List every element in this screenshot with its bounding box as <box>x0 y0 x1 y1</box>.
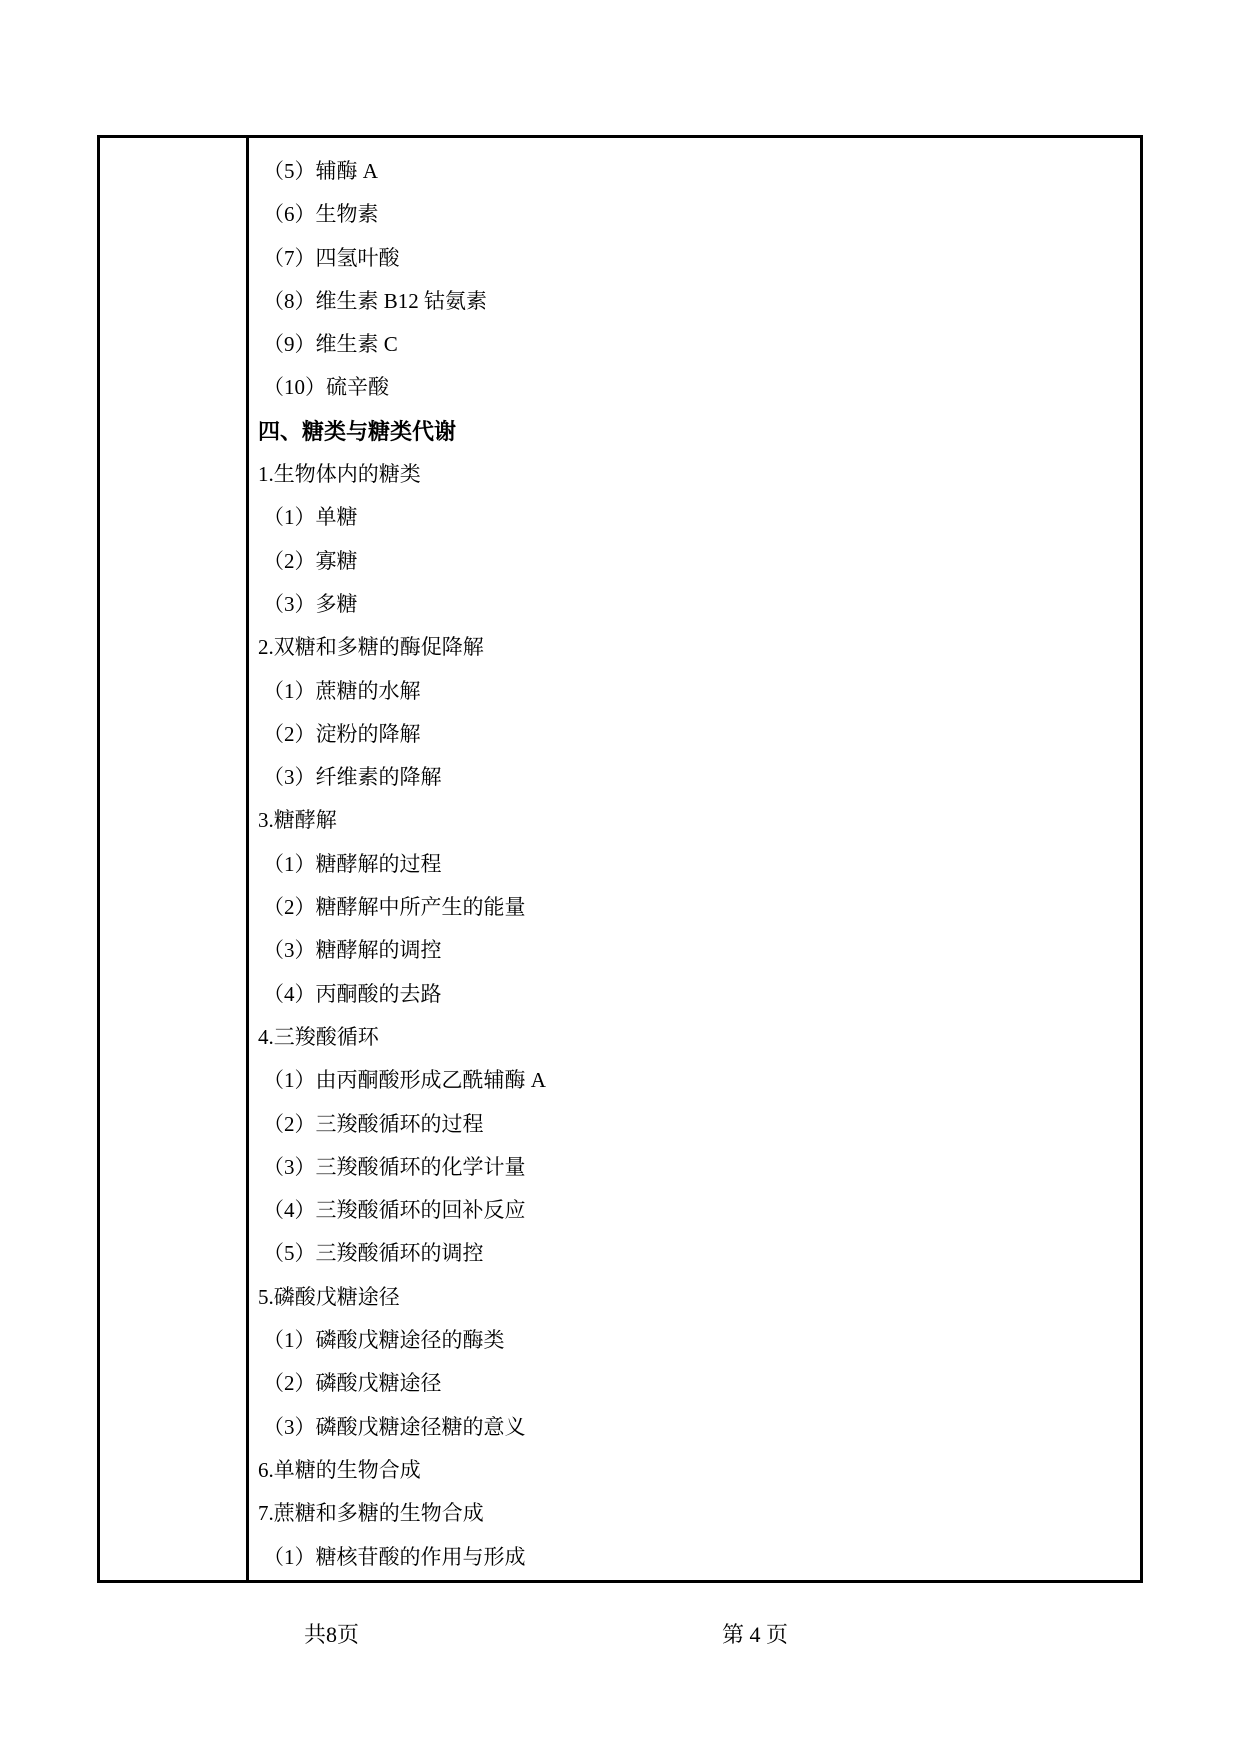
page-number-label: 第 4 页 <box>722 1622 789 1647</box>
numbered-item: 1.生物体内的糖类 <box>258 462 421 487</box>
numbered-item: 4.三羧酸循环 <box>258 1024 379 1049</box>
list-item: （3）糖酵解的调控 <box>263 938 442 963</box>
list-item: （4）三羧酸循环的回补反应 <box>263 1198 526 1223</box>
list-item: （1）糖酵解的过程 <box>263 851 442 876</box>
list-item: （6）生物素 <box>263 202 379 227</box>
total-pages-label: 共8页 <box>304 1622 360 1647</box>
table-left-empty-cell <box>100 138 249 1580</box>
list-item: （10）硫辛酸 <box>263 375 389 400</box>
list-item: （1）蔗糖的水解 <box>263 678 421 703</box>
list-item: （1）磷酸戊糖途径的酶类 <box>263 1328 505 1353</box>
numbered-item: 5.磷酸戊糖途径 <box>258 1284 400 1309</box>
list-item: （2）寡糖 <box>263 548 358 573</box>
list-item: （7）四氢叶酸 <box>263 245 400 270</box>
list-item: （5）辅酶 A <box>263 159 378 183</box>
numbered-item: 3.糖酵解 <box>258 808 337 833</box>
numbered-item: 6.单糖的生物合成 <box>258 1457 421 1482</box>
section-heading: 四、糖类与糖类代谢 <box>258 418 457 444</box>
list-item: （2）磷酸戊糖途径 <box>263 1371 442 1396</box>
list-item: （1）糖核苷酸的作用与形成 <box>263 1544 526 1569</box>
list-item: （2）糖酵解中所产生的能量 <box>263 895 526 920</box>
list-item: （3）纤维素的降解 <box>263 765 442 790</box>
list-item: （3）多糖 <box>263 591 358 616</box>
numbered-item: 2.双糖和多糖的酶促降解 <box>258 635 484 660</box>
list-item: （2）淀粉的降解 <box>263 721 421 746</box>
list-item: （1）单糖 <box>263 505 358 530</box>
list-item: （4）丙酮酸的去路 <box>263 981 442 1006</box>
list-item: （8）维生素 B12 钴氨素 <box>263 288 488 313</box>
table-content-cell <box>249 138 1140 1580</box>
page-footer <box>0 1618 1240 1648</box>
list-item: （3）磷酸戊糖途径糖的意义 <box>263 1414 526 1439</box>
numbered-item: 7.蔗糖和多糖的生物合成 <box>258 1501 484 1526</box>
list-item: （9）维生素 C <box>263 332 398 357</box>
list-item: （2）三羧酸循环的过程 <box>263 1111 484 1136</box>
list-item: （3）三羧酸循环的化学计量 <box>263 1154 526 1179</box>
syllabus-table <box>97 135 1143 1583</box>
list-item: （1）由丙酮酸形成乙酰辅酶 A <box>263 1068 546 1093</box>
list-item: （5）三羧酸循环的调控 <box>263 1241 484 1266</box>
